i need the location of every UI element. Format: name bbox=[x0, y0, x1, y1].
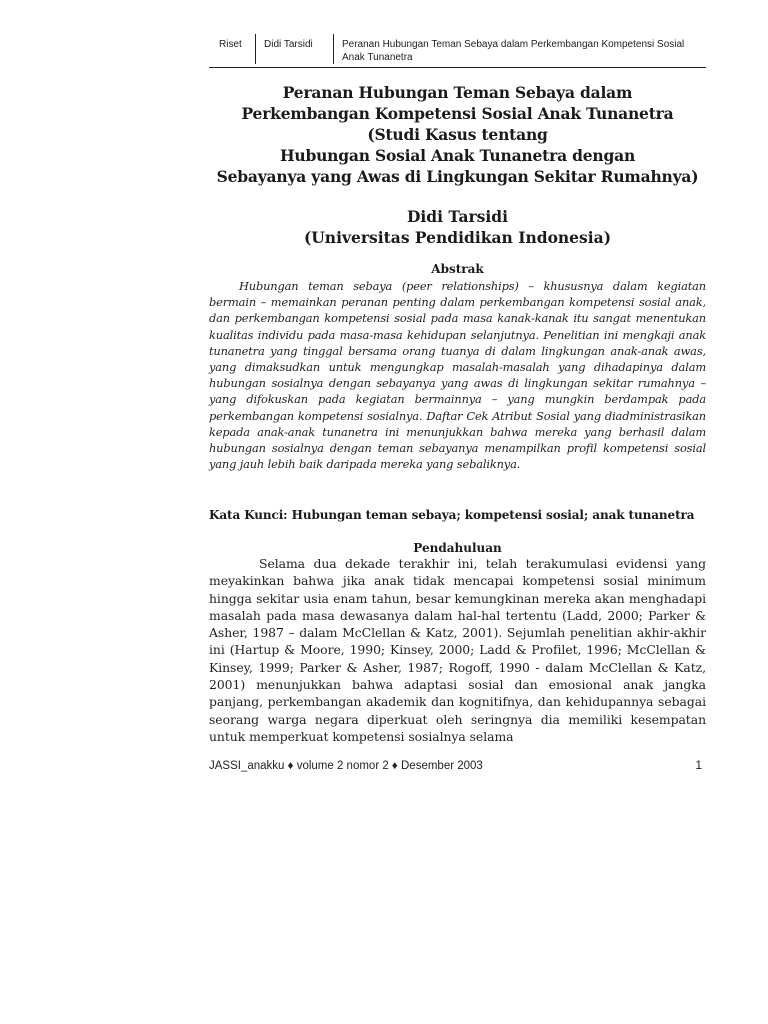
page-footer bbox=[209, 760, 706, 772]
abstract-heading: Abstrak bbox=[431, 262, 484, 276]
title-line: (Studi Kasus tentang bbox=[367, 125, 548, 144]
header-author: Didi Tarsidi bbox=[255, 34, 333, 64]
page-number: 1 bbox=[695, 758, 702, 772]
header-title: Peranan Hubungan Teman Sebaya dalam Perkembangan Kompetensi Sosial Anak Tunanetra bbox=[333, 34, 706, 64]
abstract-text: Hubungan teman sebaya (peer relationships) – khususnya dalam kegiatan bermain – memainkan peranan penting dalam perkembangan kompetensi sosial anak, dan perkembangan kompetensi sosial pada masa kanak-kanak itu sangat menentukan kualitas individu pada masa-masa kehidupan selanjutnya. Penelitian ini mengkaji anak tunanetra yang tinggal bersama orang tuanya di dalam lingkungan anak-anak awas, yang dimaksudkan untuk mengungkap masalah-masalah yang dihadapinya dalam hubungan sosialnya dengan sebayanya yang awas di lingkungan sekitar rumahnya – yang difokuskan pada kegiatan bermainnya – yang mungkin berdampak pada perkembangan kompetensi sosialnya. Daftar Cek Atribut Sosial yang diadministrasikan kepada anak-anak tunanetra ini menunjukkan bahwa mereka yang berhasil dalam hubungan sosialnya dengan teman sebayanya menampilkan profil kompetensi sosial yang jauh lebih baik daripada mereka yang sebaliknya. bbox=[209, 279, 706, 472]
title-line: Hubungan Sosial Anak Tunanetra dengan bbox=[279, 146, 636, 165]
header-section: Riset bbox=[219, 39, 242, 50]
introduction-heading: Pendahuluan bbox=[413, 541, 502, 555]
journal-info: JASSI_anakku ♦ volume 2 nomor 2 ♦ Desember 2003 bbox=[209, 760, 483, 772]
running-header bbox=[209, 34, 706, 68]
author-name: Didi Tarsidi bbox=[406, 207, 509, 226]
keywords: Kata Kunci: Hubungan teman sebaya; kompetensi sosial; anak tunanetra bbox=[209, 508, 695, 522]
author-block bbox=[209, 206, 706, 248]
title-line: Perkembangan Kompetensi Sosial Anak Tunanetra bbox=[241, 104, 674, 123]
introduction-text: Selama dua dekade terakhir ini, telah terakumulasi evidensi yang meyakinkan bahwa jika anak tidak mencapai kompetensi sosial minimum hingga sekitar usia enam tahun, besar kemungkinan mereka akan menghadapi masalah pada masa dewasanya dalam hal-hal tertentu (Ladd, 2000; Parker & Asher, 1987 – dalam McClellan & Katz, 2001). Sejumlah penelitian akhir-akhir ini (Hartup & Moore, 1990; Kinsey, 2000; Ladd & Profilet, 1996; McClellan & Kinsey, 1999; Parker & Asher, 1987; Rogoff, 1990 - dalam McClellan & Katz, 2001) menunjukkan bahwa adaptasi sosial dan emosional anak jangka panjang, perkembangan akademik dan kognitifnya, dan kehidupannya sebagai seorang warga negara diperkuat oleh seringnya dia memiliki kesempatan untuk memperkuat kompetensi sosialnya selama bbox=[209, 556, 706, 744]
title-line: Peranan Hubungan Teman Sebaya dalam bbox=[282, 83, 633, 102]
article-title bbox=[209, 82, 706, 187]
title-line: Sebayanya yang Awas di Lingkungan Sekitar Rumahnya) bbox=[216, 167, 699, 186]
author-affiliation: (Universitas Pendidikan Indonesia) bbox=[303, 228, 612, 247]
